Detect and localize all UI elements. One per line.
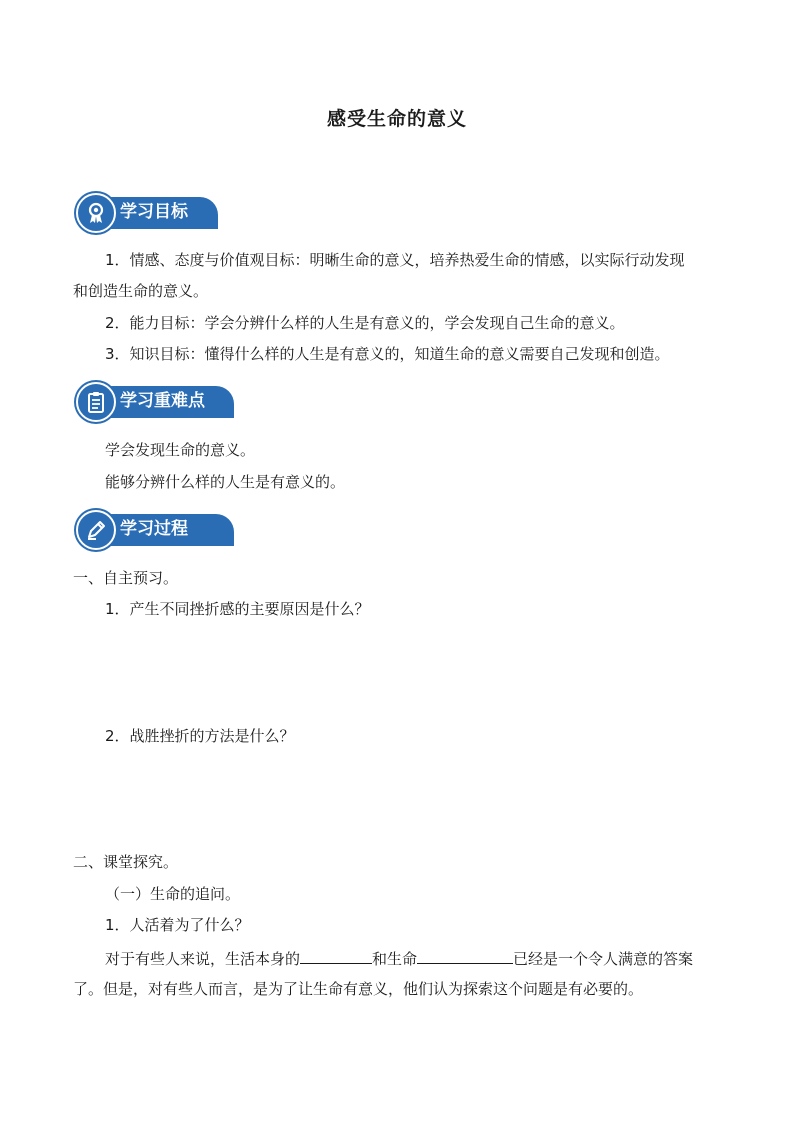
question-2: 2．战胜挫折的方法是什么？ [105, 727, 295, 745]
banner-key-points-label: 学习重难点 [120, 391, 205, 411]
paragraph-part-2: 和生命 [372, 950, 418, 968]
key-point-1: 学会发现生命的意义。 [105, 441, 256, 459]
clipboard-icon [76, 382, 116, 422]
page-title: 感受生命的意义 [326, 108, 467, 130]
banner-objectives [76, 193, 218, 233]
section-2-heading: 二、课堂探究。 [73, 853, 179, 871]
banner-key-points [76, 382, 234, 422]
section-1-heading: 一、自主预习。 [73, 569, 179, 587]
banner-objectives-label: 学习目标 [120, 202, 188, 222]
objective-1-line-1: 1．情感、态度与价值观目标：明晰生命的意义，培养热爱生命的情感，以实际行动发现 [105, 251, 685, 269]
fill-blank-1[interactable] [300, 947, 372, 964]
banner-process [76, 510, 234, 550]
paragraph-part-3: 已经是一个令人满意的答案 [513, 950, 694, 968]
paragraph-part-1: 对于有些人来说，生活本身的 [105, 950, 301, 968]
fill-blank-2[interactable] [417, 947, 513, 964]
award-ribbon-icon [76, 193, 116, 233]
paragraph-line-2: 了。但是，对有些人而言，是为了让生命有意义，他们认为探索这个问题是有必要的。 [73, 980, 644, 998]
pencil-icon [76, 510, 116, 550]
question-1: 1．产生不同挫折感的主要原因是什么？ [105, 600, 370, 618]
banner-process-label: 学习过程 [120, 519, 188, 539]
paragraph-line-1 [105, 947, 693, 969]
objective-3: 3．知识目标：懂得什么样的人生是有意义的，知道生命的意义需要自己发现和创造。 [105, 345, 670, 363]
objective-2: 2．能力目标：学会分辨什么样的人生是有意义的，学会发现自己生命的意义。 [105, 314, 625, 332]
question-3: 1．人活着为了什么？ [105, 916, 250, 934]
key-point-2: 能够分辨什么样的人生是有意义的。 [105, 473, 346, 491]
objective-1-line-2: 和创造生命的意义。 [73, 282, 209, 300]
subsection-1-heading: （一）生命的追问。 [105, 885, 241, 903]
